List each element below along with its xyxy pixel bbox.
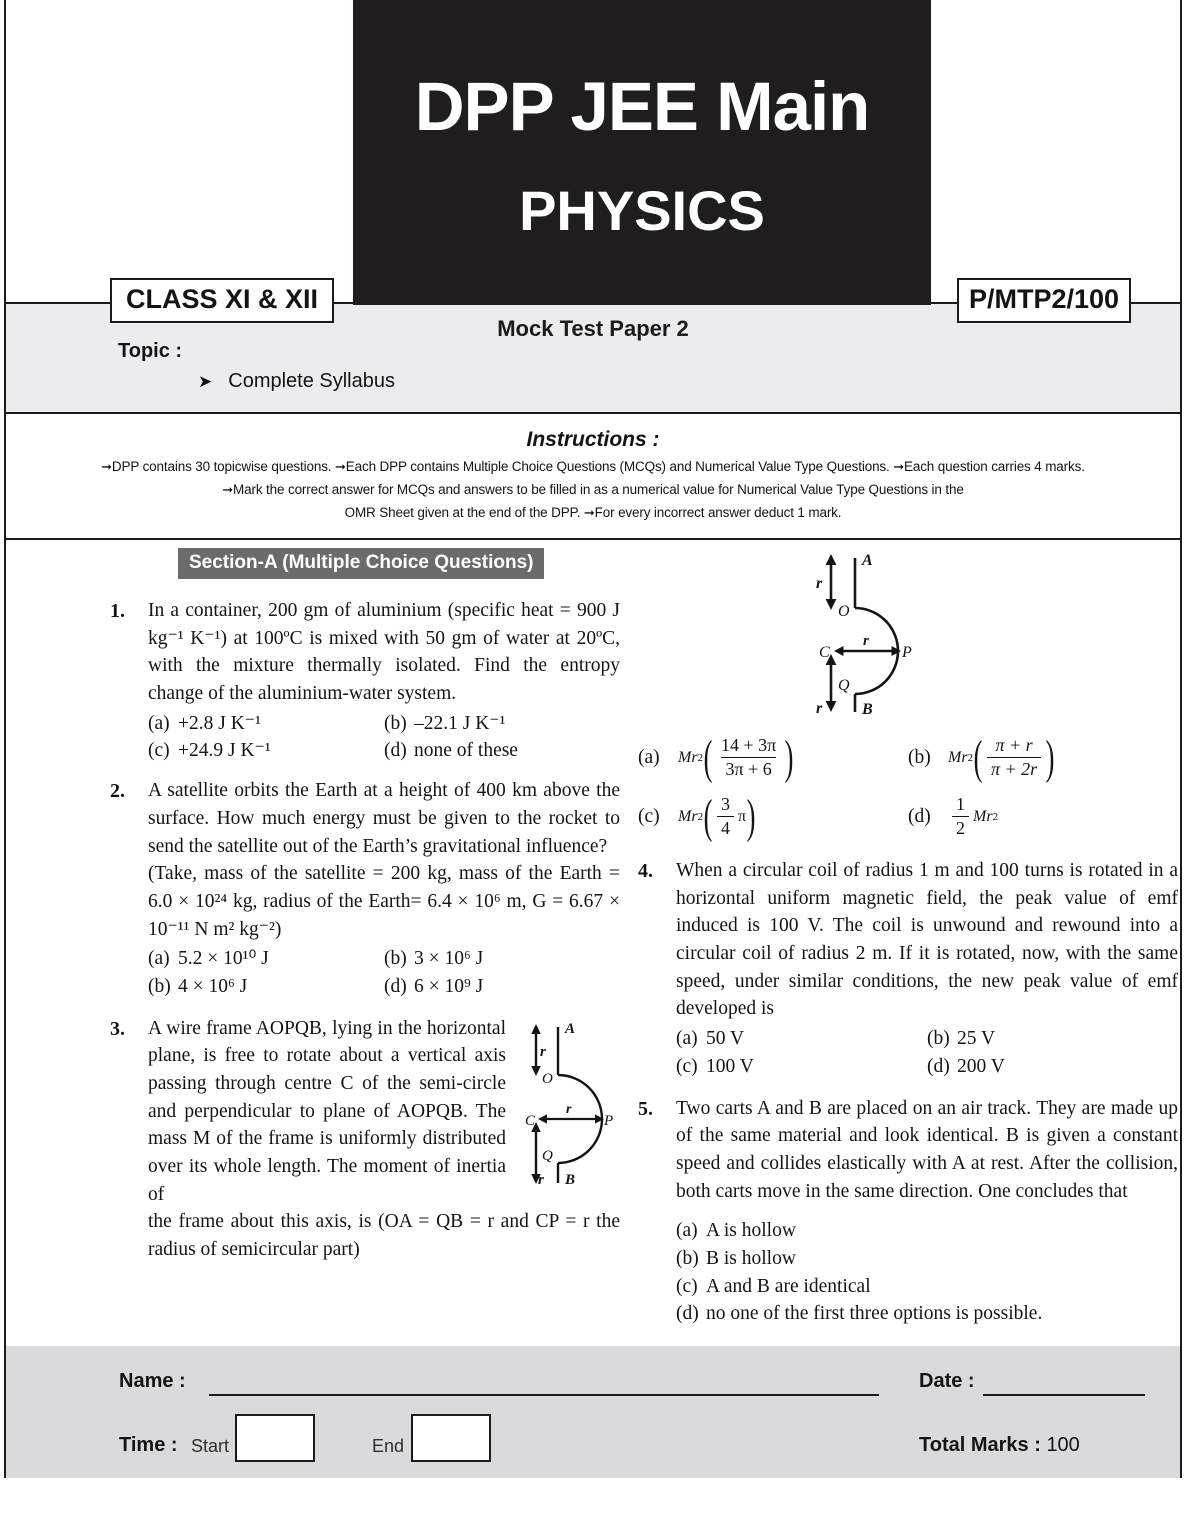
option-d[interactable] (908, 794, 1178, 839)
right-column (638, 548, 1178, 1328)
option-label: (a) (638, 746, 660, 768)
paren-open: ( (703, 789, 713, 843)
question-number: 3. (110, 1017, 125, 1040)
option-label: (b) (676, 1247, 699, 1269)
options-list (676, 1025, 1178, 1080)
instr-text-3b: For every incorrect answer deduct 1 mark. (594, 505, 842, 520)
option-a[interactable] (638, 730, 908, 784)
instr-text-1c: Each question carries 4 marks. (903, 459, 1085, 474)
option-lead: Mr (948, 748, 968, 766)
option-text: +2.8 J K⁻¹ (178, 712, 261, 734)
option-text: 5.2 × 10¹⁰ J (178, 948, 269, 970)
options-list (676, 1217, 1178, 1328)
instructions-heading: Instructions : (526, 428, 660, 451)
option-tail-exponent: 2 (992, 810, 998, 823)
instr-text-1a: DPP contains 30 topicwise questions. (111, 459, 332, 474)
fraction-denominator: 2 (952, 816, 969, 839)
instr-text-2: Mark the correct answer for MCQs and answers to be filled in as a numerical value for Numerical Value Type Questions in the (233, 482, 964, 497)
fraction (717, 794, 734, 839)
option-a[interactable] (148, 710, 384, 738)
option-c[interactable] (676, 1273, 1178, 1301)
option-text: none of these (414, 740, 518, 762)
figure-label-C: C (525, 1112, 536, 1129)
option-exponent: 2 (967, 751, 973, 764)
fraction (952, 794, 969, 839)
option-c[interactable] (676, 1053, 927, 1081)
options-list (148, 945, 620, 1000)
option-label: (c) (676, 1275, 698, 1297)
class-badge: CLASS XI & XII (110, 278, 334, 323)
option-label: (b) (384, 948, 407, 970)
wire-frame-diagram-large (805, 550, 931, 718)
question-1 (110, 597, 620, 765)
figure-label-O: O (838, 603, 850, 620)
question-number: 1. (110, 600, 125, 622)
option-label: (a) (148, 712, 170, 734)
option-exponent: 2 (697, 810, 703, 823)
wire-frame-diagram (516, 1017, 620, 1189)
question-3 (110, 1015, 620, 1264)
pointer-arrow-icon: ➞ (101, 459, 112, 474)
wire-frame-figure-left (516, 1017, 620, 1198)
option-text: no one of the first three options is possible. (706, 1303, 1043, 1325)
figure-label-r-bottom: r (816, 700, 823, 717)
left-column (110, 548, 620, 1264)
pointer-arrow-icon: ➞ (335, 459, 346, 474)
instructions-line-1 (6, 459, 1180, 475)
instr-text-3a: OMR Sheet given at the end of the DPP. (344, 505, 581, 520)
page-title: DPP JEE Main (414, 68, 870, 145)
figure-label-B: B (862, 701, 873, 718)
option-d[interactable] (927, 1053, 1178, 1081)
instr-text-1b: Each DPP contains Multiple Choice Questions (MCQs) and Numerical Value Type Questions. (345, 459, 890, 474)
paper-code-badge: P/MTP2/100 (957, 278, 1131, 323)
subject-title: PHYSICS (519, 179, 765, 242)
figure-label-A: A (862, 552, 873, 569)
paren-open: ( (703, 730, 713, 784)
option-text: 100 V (706, 1055, 754, 1077)
date-label: Date : (919, 1370, 975, 1392)
start-label: Start (191, 1436, 230, 1456)
figure-label-Q: Q (838, 677, 850, 694)
question-text-continued: the frame about this axis, is (OA = QB = r and CP = r the radius of semicircular part) (148, 1211, 620, 1261)
option-text: A and B are identical (706, 1275, 871, 1297)
figure-label-r-mid: r (863, 633, 869, 649)
figure-label-B: B (565, 1171, 576, 1188)
option-label: (a) (676, 1220, 698, 1242)
option-a[interactable] (676, 1025, 927, 1053)
end-time-box[interactable] (411, 1414, 491, 1462)
option-d[interactable] (676, 1300, 1178, 1328)
fraction-numerator: π + r (995, 735, 1033, 755)
question-5 (638, 1095, 1178, 1329)
paren-close: ) (1045, 730, 1055, 784)
page-footer (6, 1346, 1180, 1478)
question-text: Two carts A and B are placed on an air track. They are made up of the same material and look identical. B is given a constant speed and collides elastically with A at rest. After the collision, both carts move in the same direction. One concludes that (676, 1097, 1178, 1202)
figure-label-P: P (902, 644, 912, 661)
option-label: (d) (384, 975, 407, 997)
wire-frame-figure-right-wrap (638, 550, 1178, 723)
start-time-box[interactable] (235, 1414, 315, 1462)
end-label: End (372, 1436, 405, 1456)
paren-close: ) (746, 789, 756, 843)
pointer-arrow-icon: ➞ (222, 482, 234, 497)
instructions-line-2 (6, 482, 1180, 498)
option-text: –22.1 J K⁻¹ (414, 712, 506, 734)
question-number: 2. (110, 780, 125, 803)
option-label: (d) (908, 805, 931, 827)
fraction-numerator: 14 + 3π (720, 735, 777, 755)
option-label: (b) (384, 712, 407, 734)
fraction-denominator: 3π + 6 (721, 757, 775, 780)
instructions-block (6, 414, 1180, 540)
option-tail: Mr (973, 807, 993, 825)
option-label: (b) (908, 746, 931, 768)
question-text: When a circular coil of radius 1 m and 100 turns is rotated in a horizontal uniform magnetic field, the peak value of emf induced is 100 V. The coil is unwound and rewound into a circular coil of radius 2 m. If it is rotated, now, with the same speed, under similar conditions, the new peak value of emf developed is (676, 860, 1178, 1020)
option-b[interactable] (676, 1245, 1178, 1273)
option-text: 25 V (957, 1028, 996, 1050)
name-label: Name : (119, 1370, 186, 1392)
fraction (717, 735, 780, 780)
option-tail: π (737, 807, 747, 825)
option-text: B is hollow (706, 1247, 796, 1269)
fraction-denominator: π + 2r (987, 757, 1041, 780)
option-label: (c) (638, 805, 660, 827)
option-label: (d) (676, 1303, 699, 1325)
option-c[interactable] (638, 789, 908, 843)
time-label: Time : (119, 1434, 178, 1456)
question-text: In a container, 200 gm of aluminium (specific heat = 900 J kg⁻¹ K⁻¹) at 100ºC is mixed with 50 gm of water at 20ºC, with the mixture thermally isolated. Find the entropy change of the aluminium-water system. (148, 600, 620, 705)
options-list (148, 710, 620, 765)
topic-label: Topic : (118, 340, 183, 362)
option-lead: Mr (678, 748, 698, 766)
topic-item-label: Complete Syllabus (228, 370, 395, 392)
figure-label-r-mid: r (566, 1101, 572, 1117)
pointer-arrow-icon: ➞ (893, 459, 904, 474)
name-input-line[interactable] (209, 1394, 879, 1396)
option-text: +24.9 J K⁻¹ (178, 740, 271, 762)
instructions-line-3 (6, 505, 1180, 521)
option-text: 50 V (706, 1028, 745, 1050)
option-label: (c) (676, 1055, 698, 1077)
option-text: A is hollow (706, 1220, 796, 1242)
figure-label-C: C (819, 644, 830, 661)
option-label: (b) (148, 975, 171, 997)
section-a-banner: Section-A (Multiple Choice Questions) (178, 548, 544, 579)
option-label: (a) (676, 1028, 698, 1050)
topic-list-item (198, 370, 395, 393)
question-number: 4. (638, 860, 653, 882)
option-d[interactable] (384, 973, 620, 1001)
question-3-options (638, 730, 1178, 853)
option-c[interactable] (148, 973, 384, 1001)
option-b[interactable] (927, 1025, 1178, 1053)
figure-label-P: P (604, 1112, 614, 1129)
option-a[interactable] (148, 945, 384, 973)
arrow-bullet-icon: ➤ (198, 371, 213, 391)
question-4 (638, 857, 1178, 1081)
figure-label-r-top: r (540, 1043, 546, 1060)
option-label: (c) (148, 740, 170, 762)
option-exponent: 2 (697, 751, 703, 764)
option-text: 3 × 10⁶ J (414, 948, 484, 970)
option-b[interactable] (384, 945, 620, 973)
title-block (353, 0, 931, 305)
option-a[interactable] (676, 1217, 1178, 1245)
figure-label-Q: Q (542, 1147, 553, 1164)
questions-content (0, 548, 1186, 1338)
pointer-arrow-icon: ➞ (583, 505, 595, 520)
total-marks (919, 1434, 1080, 1457)
fraction-denominator: 4 (717, 816, 734, 839)
paren-close: ) (784, 730, 794, 784)
option-c[interactable] (148, 737, 384, 765)
question-text-continued: (Take, mass of the satellite = 200 kg, mass of the Earth = 6.0 × 10²⁴ kg, radius of the Earth= 6.4 × 10⁶ m, G = 6.67 × 10⁻¹¹ N m² kg⁻²) (148, 863, 620, 940)
option-text: 4 × 10⁶ J (178, 975, 248, 997)
option-label: (d) (384, 740, 407, 762)
question-2 (110, 777, 620, 1001)
fraction-numerator: 1 (956, 794, 965, 814)
total-marks-value: 100 (1046, 1434, 1080, 1456)
option-b[interactable] (908, 730, 1178, 784)
figure-label-r-bottom: r (538, 1171, 544, 1188)
question-number: 5. (638, 1097, 653, 1120)
option-label: (d) (927, 1055, 950, 1077)
option-text: 200 V (957, 1055, 1005, 1077)
figure-label-A: A (565, 1020, 576, 1037)
figure-label-r-top: r (816, 575, 823, 592)
mock-test-title: Mock Test Paper 2 (497, 316, 689, 341)
fraction-numerator: 3 (720, 794, 730, 814)
option-b[interactable] (384, 710, 620, 738)
total-marks-label: Total Marks : (919, 1434, 1041, 1456)
figure-label-O: O (542, 1070, 553, 1087)
option-d[interactable] (384, 737, 620, 765)
page-header (0, 0, 1186, 420)
question-text: A wire frame AOPQB, lying in the horizontal plane, is free to rotate about a vertical axis passing through centre C of the semi-circle and perpendicular to plane of AOPQB. The mass M of the frame is uniformly distributed over its whole length. The moment of inertia of (148, 1017, 506, 1205)
option-text: 6 × 10⁹ J (414, 975, 484, 997)
option-label: (b) (927, 1028, 950, 1050)
date-input-line[interactable] (983, 1394, 1145, 1396)
paren-open: ( (973, 730, 983, 784)
fraction (987, 735, 1041, 780)
option-label: (a) (148, 948, 170, 970)
option-lead: Mr (678, 807, 698, 825)
question-text: A satellite orbits the Earth at a height of 400 km above the surface. How much energy must be given to the rocket to send the satellite out of the Earth’s gravitational influence? (148, 780, 620, 857)
